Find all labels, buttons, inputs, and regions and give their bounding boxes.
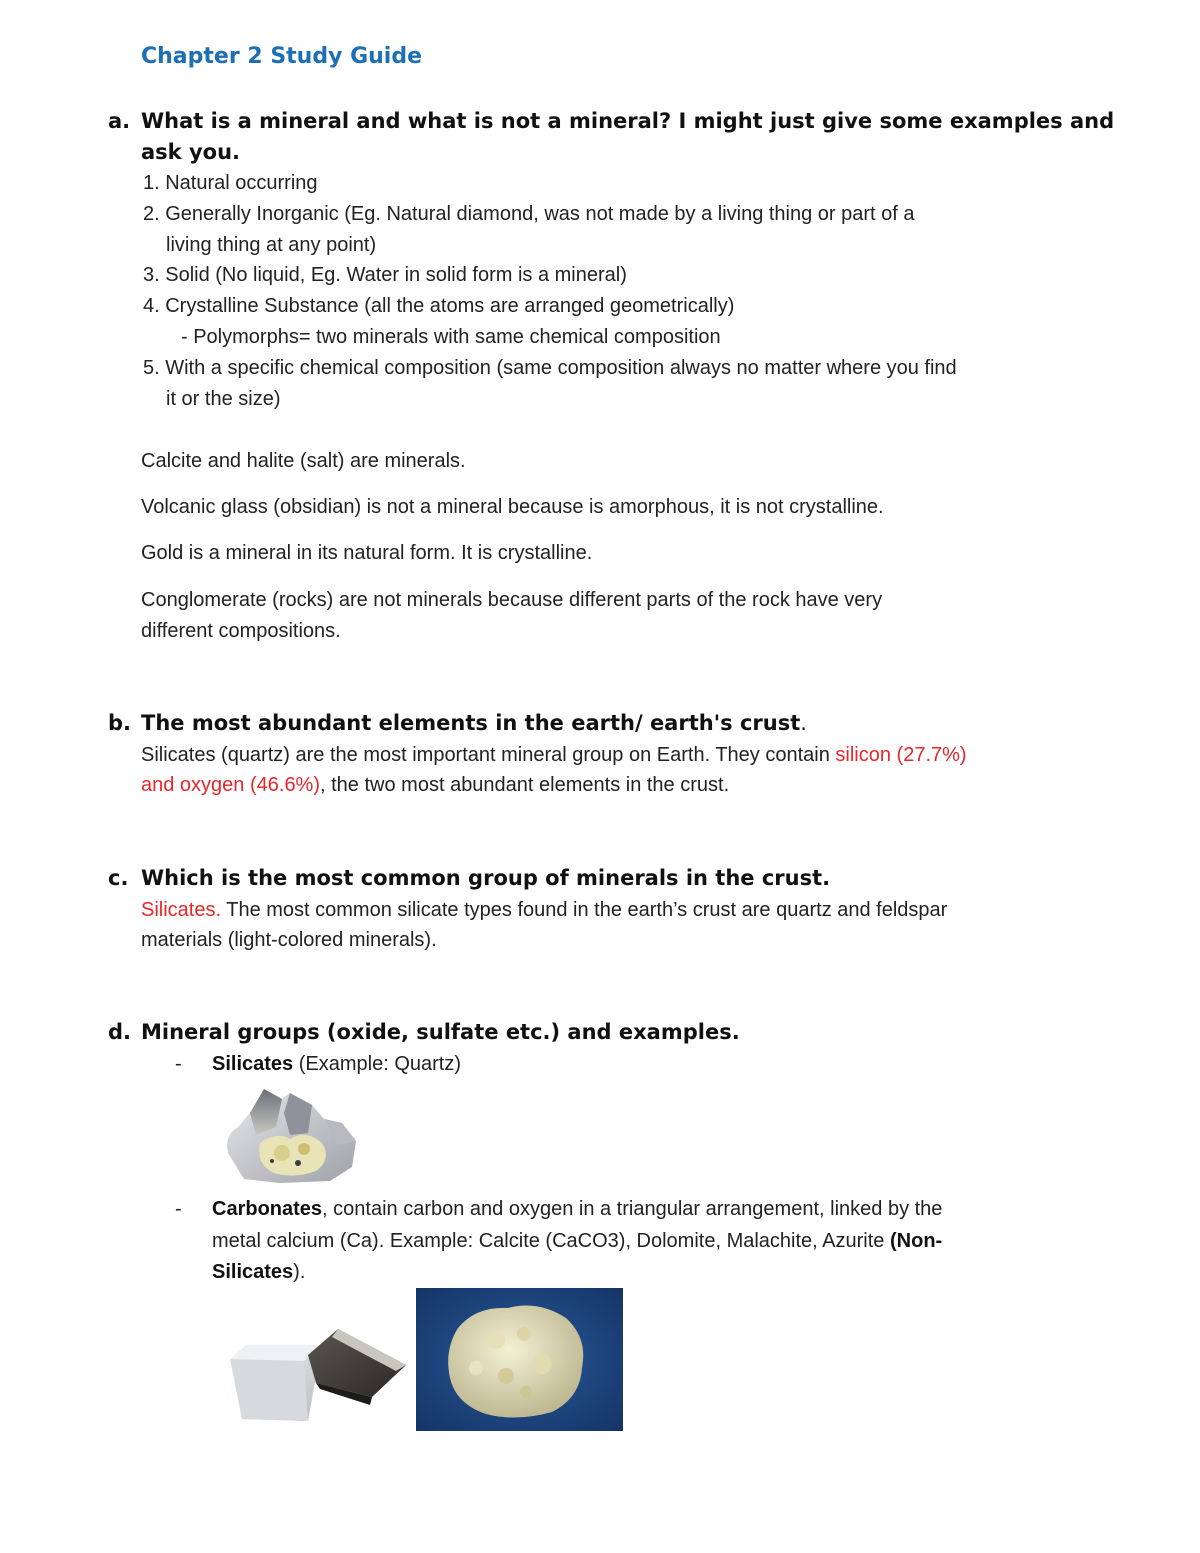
question-c-text: Which is the most common group of minerals in the crust.	[141, 866, 831, 890]
carbonates-item-line: metal calcium (Ca). Example: Calcite (CaCO3), Dolomite, Malachite, Azurite (Non-	[212, 1230, 943, 1252]
list-item: - Polymorphs= two minerals with same chemical composition	[181, 326, 721, 348]
question-b	[108, 708, 1131, 739]
list-item: 2. Generally Inorganic (Eg. Natural diamond, was not made by a living thing or part of a	[143, 203, 915, 225]
carbonates-item: Carbonates, contain carbon and oxygen in a triangular arrangement, linked by the	[212, 1198, 943, 1220]
question-a-label: a.	[108, 109, 131, 133]
list-item: 4. Crystalline Substance (all the atoms are arranged geometrically)	[143, 295, 735, 317]
paragraph: Gold is a mineral in its natural form. It is crystalline.	[141, 542, 593, 564]
silicates-item: Silicates (Example: Quartz)	[212, 1053, 461, 1075]
paragraph: different compositions.	[141, 620, 341, 642]
quartz-image	[220, 1083, 362, 1185]
paragraph: Silicates (quartz) are the most important mineral group on Earth. They contain silicon (27.7%)	[141, 744, 967, 766]
calcite-image	[220, 1325, 410, 1425]
question-d-text: Mineral groups (oxide, sulfate etc.) and examples.	[141, 1020, 740, 1044]
question-b-text: The most abundant elements in the earth/ earth's crust.	[141, 711, 807, 735]
paragraph: Calcite and halite (salt) are minerals.	[141, 450, 466, 472]
paragraph: materials (light-colored minerals).	[141, 929, 437, 951]
paragraph: Conglomerate (rocks) are not minerals because different parts of the rock have very	[141, 589, 883, 611]
list-item: 3. Solid (No liquid, Eg. Water in solid form is a mineral)	[143, 264, 627, 286]
list-item: 5. With a specific chemical composition (same composition always no matter where you find	[143, 357, 957, 379]
question-c	[108, 863, 1131, 894]
paragraph: and oxygen (46.6%), the two most abundant elements in the crust.	[141, 774, 730, 796]
question-b-label: b.	[108, 711, 132, 735]
page-title: Chapter 2 Study Guide	[141, 44, 423, 69]
paragraph: Volcanic glass (obsidian) is not a mineral because is amorphous, it is not crystalline.	[141, 496, 884, 518]
list-item: living thing at any point)	[166, 234, 377, 256]
question-a	[108, 106, 1131, 168]
question-c-label: c.	[108, 866, 129, 890]
bullet-dash: -	[175, 1198, 182, 1220]
highlight-silicates: Silicates.	[141, 899, 222, 921]
carbonates-item-line: Silicates).	[212, 1261, 306, 1283]
question-d-label: d.	[108, 1020, 132, 1044]
list-item: 1. Natural occurring	[143, 172, 318, 194]
question-d	[108, 1017, 1131, 1048]
highlight-silicon: silicon (27.7%)	[835, 744, 967, 766]
bullet-dash: -	[175, 1053, 182, 1075]
highlight-oxygen: and oxygen (46.6%)	[141, 774, 321, 796]
question-a-text: What is a mineral and what is not a mineral? I might just give some examples and ask you.	[141, 109, 1115, 164]
dolomite-image	[416, 1288, 623, 1431]
paragraph: Silicates. The most common silicate types found in the earth’s crust are quartz and feldspar	[141, 899, 948, 921]
list-item: it or the size)	[166, 388, 281, 410]
